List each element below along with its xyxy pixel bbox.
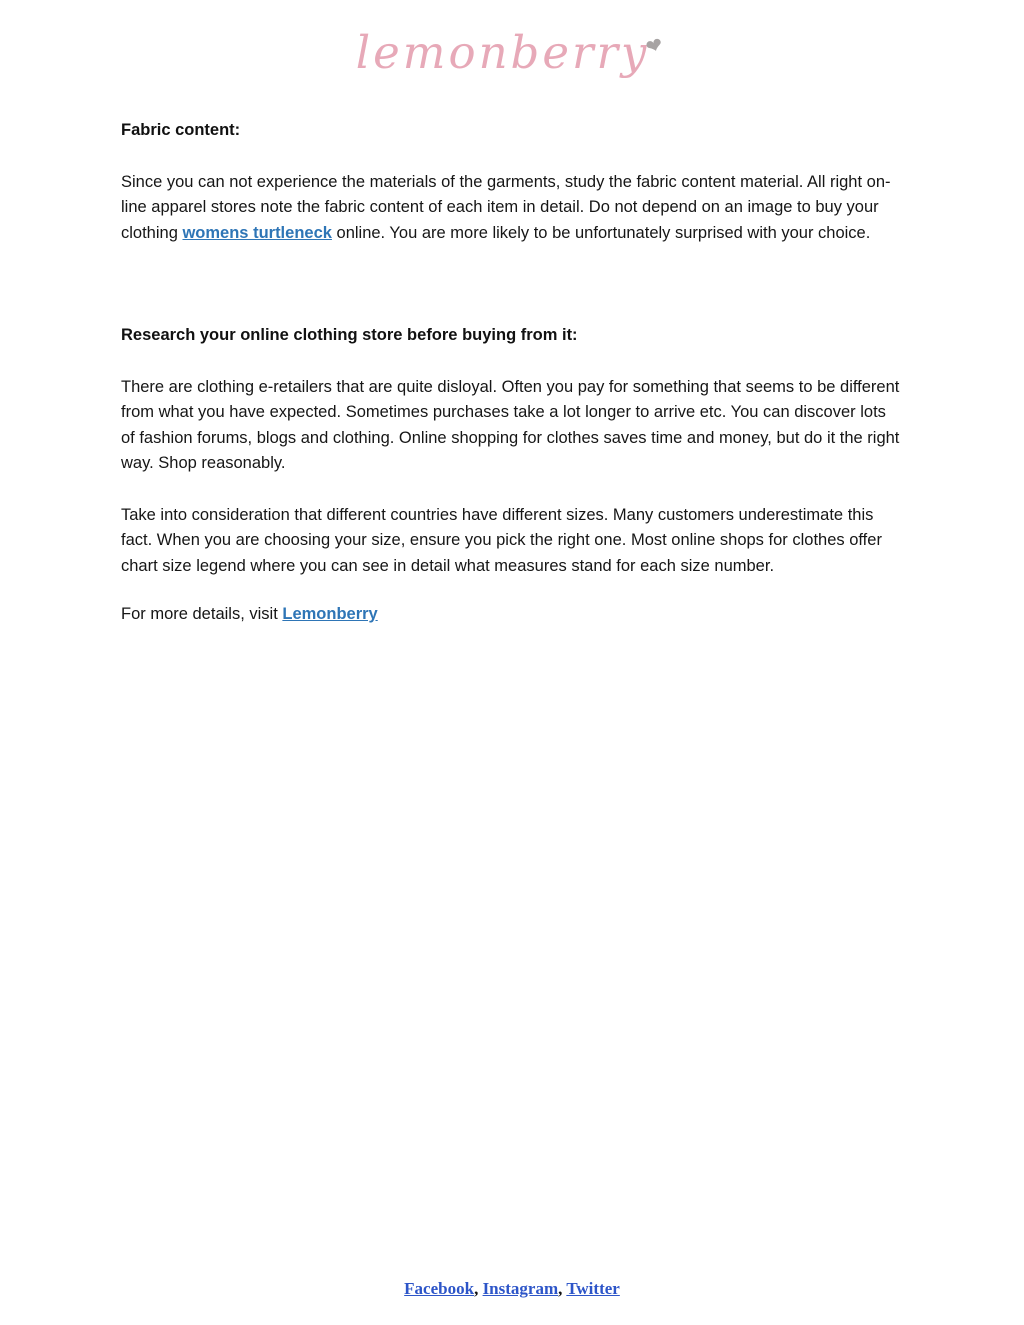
more-details-line: [121, 602, 903, 628]
fabric-content-heading: Fabric content:: [121, 121, 241, 139]
lemonberry-link[interactable]: Lemonberry: [282, 605, 378, 623]
fabric-paragraph: [121, 170, 903, 247]
womens-turtleneck-link[interactable]: womens turtleneck: [182, 223, 332, 242]
research-paragraph-1: There are clothing e-retailers that are quite disloyal. Often you pay for something that seems to be different from what you have expected. Sometimes purchases take a lot longer to arrive etc. You can discover lots of fashion forums, blogs and clothing. Online shopping for clothes saves time and money, but do it the right way. Shop reasonably.: [121, 377, 900, 472]
heart-icon: ❤: [643, 33, 667, 60]
research-store-heading: Research your online clothing store before buying from it:: [121, 326, 578, 344]
twitter-link[interactable]: Twitter: [566, 1279, 620, 1298]
facebook-link[interactable]: Facebook: [404, 1279, 475, 1298]
footer-separator: ,: [474, 1279, 483, 1298]
fabric-text-before-link: Since you can not experience the materials of the garments, study the fabric content material. All right on-line apparel stores note the fabric content of each item in detail. Do not depend on an image to buy your clothing: [121, 172, 891, 242]
fabric-text-after-link: online. You are more likely to be unfortunately surprised with your choice.: [331, 223, 871, 242]
logo: [0, 0, 1024, 96]
more-details-text: For more details, visit: [121, 605, 283, 623]
instagram-link[interactable]: Instagram: [482, 1279, 559, 1298]
research-paragraph-2: Take into consideration that different countries have different sizes. Many customers underestimate this fact. When you are choosing your size, ensure you pick the right one. Most online shops for clothes offer chart size legend where you can see in detail what measures stand for each size number.: [121, 505, 882, 575]
document-content: [0, 118, 1024, 628]
lemonberry-logo-text: lemonberry: [355, 26, 650, 79]
footer-separator: ,: [558, 1279, 567, 1298]
footer-social-links: [0, 1279, 1024, 1299]
